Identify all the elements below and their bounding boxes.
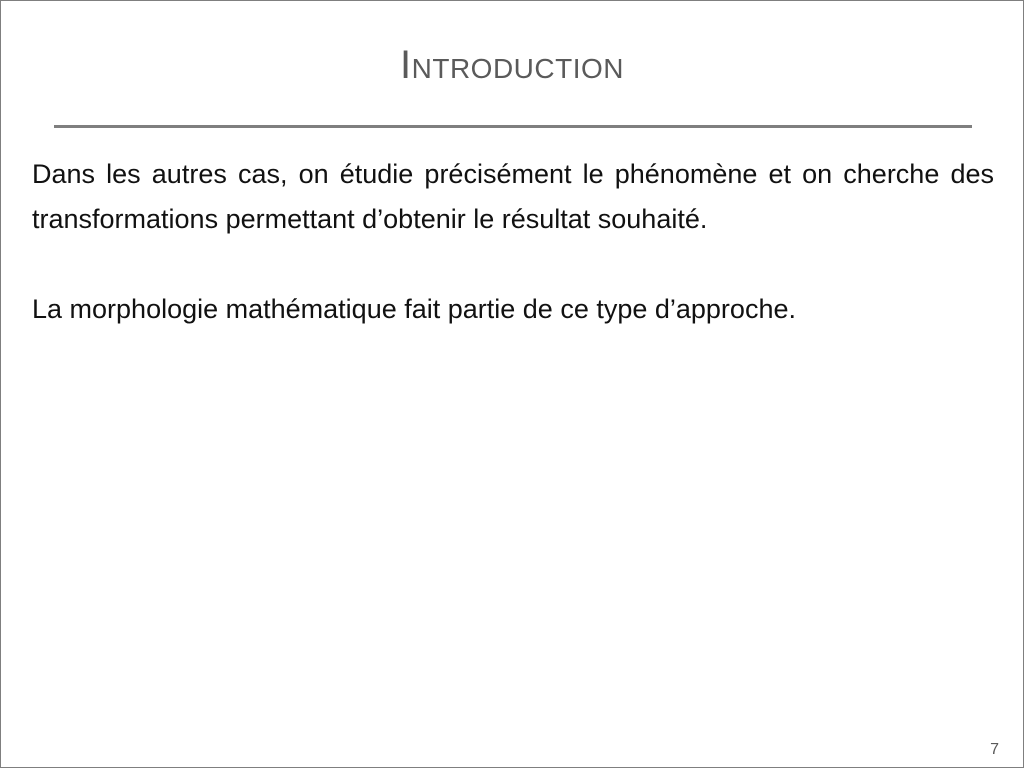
title-divider [54, 125, 972, 128]
slide-title: Introduction [400, 43, 624, 87]
paragraph-1: Dans les autres cas, on étudie précisément le phénomène et on cherche des transformations permettant d’obtenir le résultat souhaité. [32, 159, 994, 234]
page-number: 7 [990, 741, 999, 758]
paragraph-2: La morphologie mathématique fait partie de ce type d’approche. [32, 294, 796, 324]
slide-body [32, 152, 994, 332]
